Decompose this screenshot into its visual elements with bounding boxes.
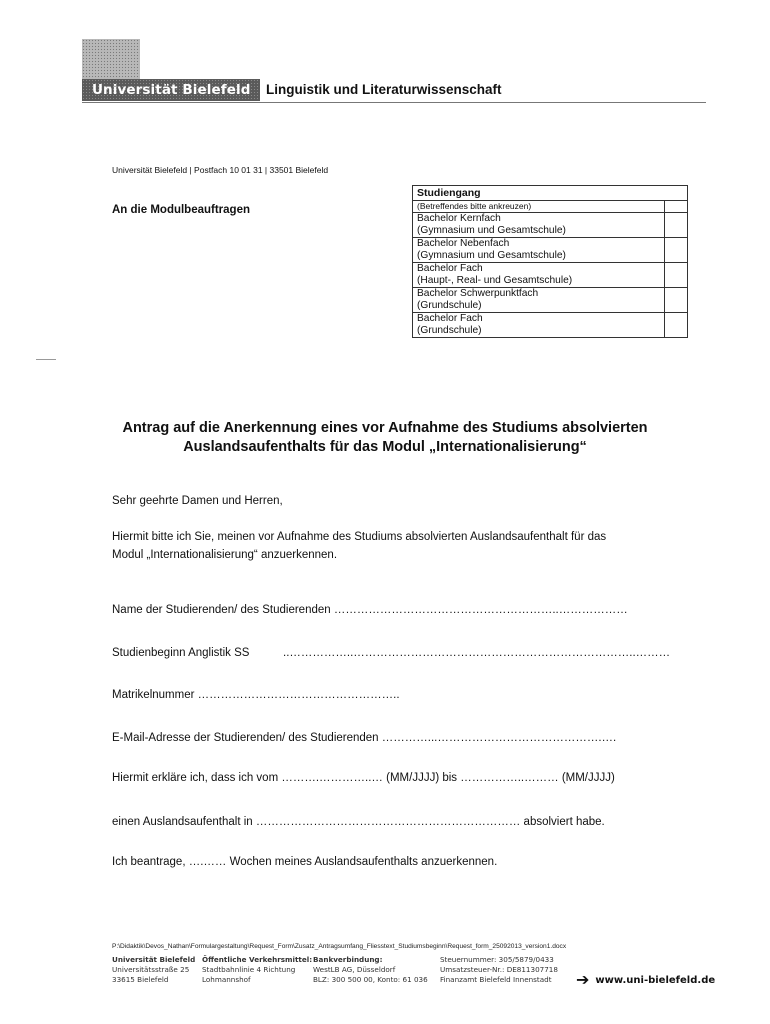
name-field[interactable]: Name der Studierenden/ des Studierenden …………………………………………………..……………… bbox=[112, 604, 628, 616]
ort-field[interactable]: einen Auslandsaufenthalt in …………………………………………………………… absolviert habe. bbox=[112, 816, 605, 828]
faculty-name: Linguistik und Literaturwissenschaft bbox=[266, 82, 502, 97]
fold-mark bbox=[36, 359, 56, 360]
studiengang-option-label: Bachelor Nebenfach (Gymnasium und Gesamtschule) bbox=[413, 238, 665, 263]
studiengang-option-row bbox=[413, 213, 688, 238]
right-arrow-icon: ➔ bbox=[576, 970, 590, 989]
studiengang-option-row bbox=[413, 313, 688, 338]
footer-transport: Öffentliche Verkehrsmittel: Stadtbahnlinie 4 Richtung Lohmannshof bbox=[202, 955, 313, 984]
logo-text: Universität Bielefeld bbox=[92, 82, 251, 98]
salutation: Sehr geehrte Damen und Herren, bbox=[112, 495, 283, 507]
header-divider bbox=[82, 102, 706, 103]
logo-pattern bbox=[82, 39, 140, 81]
studiengang-checkbox-nebenfach[interactable] bbox=[665, 238, 688, 263]
studienbeginn-label: Studienbeginn Anglistik SS bbox=[112, 647, 250, 659]
title-line-1: Antrag auf die Anerkennung eines vor Aufnahme des Studiums absolvierten bbox=[122, 420, 648, 436]
wochen-field[interactable]: Ich beantrage, ….…… Wochen meines Auslandsaufenthalts anzuerkennen. bbox=[112, 856, 498, 868]
intro-line-2: Modul „Internationalisierung“ anzuerkennen. bbox=[112, 549, 338, 561]
website-link[interactable]: www.uni-bielefeld.de bbox=[595, 975, 716, 986]
studiengang-note-box bbox=[665, 201, 688, 213]
studiengang-note: (Betreffendes bitte ankreuzen) bbox=[413, 201, 665, 213]
matrikelnummer-field[interactable]: Matrikelnummer …………………………………………….. bbox=[112, 689, 400, 701]
studiengang-checkbox-grundschule[interactable] bbox=[665, 313, 688, 338]
studiengang-checkbox-schwerpunkt[interactable] bbox=[665, 288, 688, 313]
studiengang-option-label: Bachelor Kernfach (Gymnasium und Gesamtschule) bbox=[413, 213, 665, 238]
studiengang-table bbox=[412, 185, 688, 338]
studiengang-option-label: Bachelor Fach (Haupt-, Real- und Gesamtschule) bbox=[413, 263, 665, 288]
studienbeginn-field[interactable]: ..……………..………………………………………………………………..……… bbox=[283, 647, 671, 659]
studiengang-option-label: Bachelor Schwerpunktfach (Grundschule) bbox=[413, 288, 665, 313]
footer-website[interactable] bbox=[576, 970, 716, 989]
studiengang-header: Studiengang bbox=[413, 186, 688, 201]
email-field[interactable]: E-Mail-Adresse der Studierenden/ des Studierenden …………...…………………………………….…. bbox=[112, 732, 617, 744]
zeitraum-field[interactable]: Hiermit erkläre ich, dass ich vom ……….…………..… (MM/JJJJ) bis ……………..……… (MM/JJJJ) bbox=[112, 772, 615, 784]
recipient: An die Modulbeauftragen bbox=[112, 204, 250, 216]
studiengang-note-row bbox=[413, 201, 688, 213]
sender-address: Universität Bielefeld | Postfach 10 01 31 | 33501 Bielefeld bbox=[112, 165, 329, 175]
footer-address: Universität Bielefeld Universitätsstraße 25 33615 Bielefeld bbox=[112, 955, 196, 984]
footer-tax: Steuernummer: 305/5879/0433 Umsatzsteuer-Nr.: DE811307718 Finanzamt Bielefeld Innenstadt bbox=[440, 955, 558, 984]
studiengang-option-row bbox=[413, 238, 688, 263]
studiengang-header-row bbox=[413, 186, 688, 201]
studiengang-checkbox-hrg[interactable] bbox=[665, 263, 688, 288]
university-logo bbox=[82, 79, 260, 101]
studiengang-checkbox-kernfach[interactable] bbox=[665, 213, 688, 238]
document-title bbox=[80, 419, 690, 457]
intro-line-1: Hiermit bitte ich Sie, meinen vor Aufnahme des Studiums absolvierten Auslandsaufenthalt für das bbox=[112, 531, 607, 543]
studiengang-option-row bbox=[413, 263, 688, 288]
title-line-2: Auslandsaufenthalts für das Modul „Internationalisierung“ bbox=[183, 439, 587, 455]
footer-bank: Bankverbindung: WestLB AG, Düsseldorf BLZ: 300 500 00, Konto: 61 036 bbox=[313, 955, 428, 984]
file-path: P:\Didaktik\Devos_Nathan\Formulargestaltung\Request_Form\Zusatz_Antragsumfang_Fliesstext_Studiumsbeginn\Request_form_25092013_version1.docx bbox=[112, 943, 567, 950]
studiengang-option-row bbox=[413, 288, 688, 313]
studiengang-option-label: Bachelor Fach (Grundschule) bbox=[413, 313, 665, 338]
